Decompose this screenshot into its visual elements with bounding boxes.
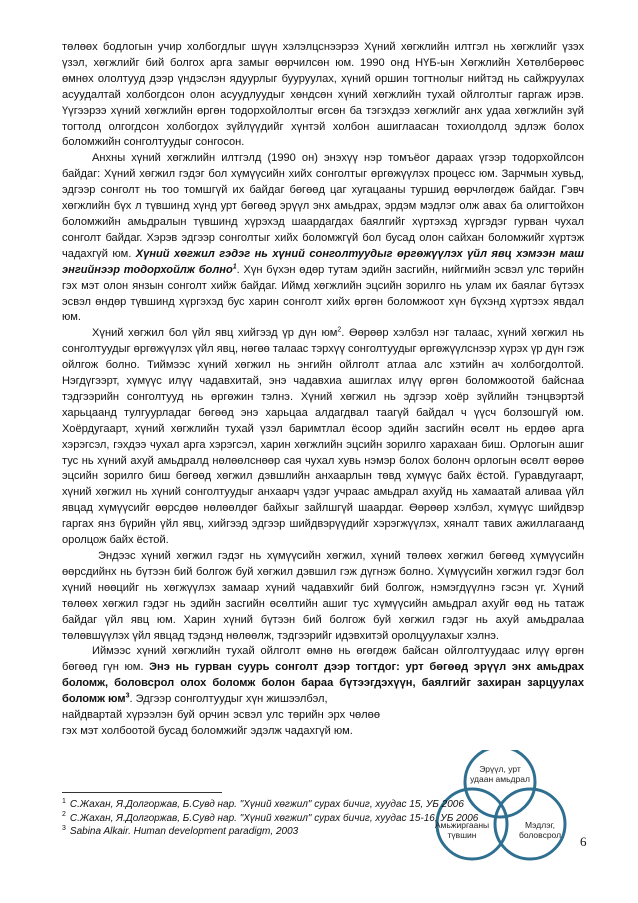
venn-label-right-2: боловсрол bbox=[518, 830, 562, 840]
footnote-number: 2 bbox=[62, 811, 66, 819]
paragraph-4: Эндээс хүний хөгжил гэдэг нь хүмүүсийн хөгжил, хүний төлөөх хөгжил бөгөөд хүмүүсийн өөрсдийнх нь бүтээн бий болгож буй хөгжил дэвшил гэж дүгнэж болно. Хүмүүсийн хөгжил гэдэг бол хүний нөөцийг нь хөгжүүлэх замаар хүний чадавхийг бий болгож, нэмэгдүүлнэ гэсэн үг. Хүний төлөөх хөгжил гэдэг нь эдийн засгийн өсөлтийн ашиг тус хүмүүсийн амьдрал ахуйг өөд нь татаж байдаг үйл явц юм. Харин хүний бүтээн бий болгож буй хөгжил гэдэг нь ахуй амьдралаа төлөвшүүлэх үйл явцад тэдэнд нөлөөлж, тэдгээрийг идэвхитэй оролцуулахыг хэлнэ. bbox=[62, 550, 584, 642]
paragraph-2 bbox=[62, 151, 584, 326]
page-number: 6 bbox=[580, 834, 587, 849]
paragraph-3-text-a: Хүний хөгжил бол үйл явц хийгээд үр дүн юм bbox=[92, 327, 338, 340]
venn-label-right-1: Мэдлэг, bbox=[524, 820, 556, 830]
paragraph-5 bbox=[62, 644, 584, 708]
footnote-ref-3: 3 bbox=[125, 692, 130, 700]
venn-label-top-2: удаан амьдрал bbox=[470, 774, 530, 784]
footnote-number: 1 bbox=[62, 797, 66, 805]
venn-label-left-1: Амьжиргааны bbox=[434, 820, 490, 830]
paragraph-2-emphasis: Хүний хөгжил гэдэг нь хүний сонголтуудыг өргөжүүлэх үйл явц хэмээн маш энгийнээр тодорхойлж болно bbox=[62, 247, 584, 276]
footnote-text: С.Жахан, Я.Долгоржав, Б.Сувд нар. "Хүний хөгжил" сурах бичиг, хуудас 15-16, УБ 2006 bbox=[69, 812, 479, 824]
footnote-text: Sabina Alkair. Human development paradigm, 2003 bbox=[69, 826, 299, 838]
paragraph-3-text-b: . Өөрөөр хэлбэл нэг талаас, хүний хөгжил нь сонголтуудыг өргөжүүлэх үйл явц, нөгөө талаас тэрхүү сонголтуудыг өргөжүүлснээр хүрэх үр дүн гэж ойлгож болно. Тиймээс хүний хөгжил нь энгийн ойлголт атлаа алс хэтийн ач холбогдолтой. Нэгдүгээрт, хүмүүс илүү чадавхитай, энэ чадавхиа ашиглах илүү өргөн боломжоотой байснаа тэдгээрийн сонголтууд нь өргөжин тэлнэ. Хүний хөгжил нь эдгээр хоёр зүйлийн тэнцвэртэй харьцаанд тулгуурладаг бөгөөд энэ харьцаа алдагдвал таагүй байдал ч үүсч болзошгүй юм. Хоёрдугаарт, хүний хөгжлийн тухай үзэл баримтлал ёсоор эдийн засгийн өсөлт нь ердөө арга хэрэгсэл, гэхдээ чухал арга хэрэгсэл, харин хөгжлийн эцсийн зорилго харахаан биш. Орлогын ашиг тус нь хүний ахуй амьдралд нөлөөлснөөр сая чухал хувь нэмэр болох болонч орлогын өсөлт өөрөө эцсийн зорилго биш бөгөөд хөгжил дэвшлийн анхаарлын төвд хүмүүс байх ёстой. Гуравдугаарт, хүний хөгжил нь хүний сонголтуудыг анхаарч үздэг учраас амьдрал ахуйд нь хамаатай аливаа үйл явцад хүмүүсийг өөрсдөө нөлөөлдөг байхыг зайлшгүй шаардаг. Өөрөөр хэлбэл, хүмүүс шийдвэр гаргах янз бүрийн үйл явц, хийгээд эдгээр шийдвэрүүдийг хэрэгжүүлэх, хяналт тавих ажиллагаанд оролцож байх ёстой. bbox=[62, 327, 584, 547]
footnote-3 bbox=[62, 825, 582, 839]
footnote-text: С.Жахан, Я.Долгоржав, Б.Сувд нар. "Хүний хөгжил" сурах бичиг, хуудас 15, УБ 2006 bbox=[69, 799, 464, 810]
body-text bbox=[62, 40, 584, 740]
footnote-ref-1: 1 bbox=[232, 263, 237, 270]
paragraph-6: найдвартай хүрээлэн буй орчин эсвэл улс төрийн эрх чөлөө гэх мэт холбоотой бусад боломжийг эдэлж чадахгүй юм. bbox=[62, 709, 380, 737]
footnote-ref-2: 2 bbox=[337, 326, 342, 334]
footnote-number: 3 bbox=[62, 824, 66, 832]
paragraph-2-text-c: . Хүн бүхэн өдөр тутам эдийн засгийн, нийгмийн эсвэл улс төрийн гэх мэт олон янзын сонголт хийж байдаг. Иймд хөгжлийн эцсийн зорилго нь улам их баялаг бүтээх эсвэл өндөр түвшинд хүргэхэд бус харин сонголт хийх өргөн боломжоот хүн бүхэнд хүртээх явдал юм. bbox=[62, 263, 584, 324]
paragraph-5-text-a: Иймээс хүний хөгжлийн тухай ойлголт өмнө нь өгөгдөж байсан ойлголтуудаас илүү өргөн бөгөөд гүн юм. bbox=[62, 645, 584, 674]
paragraph-5-emphasis: Энэ нь гурван суурь сонголт дээр тогтдог: урт бөгөөд эрүүл энх амьдрах боломж, боловсрол олох боломж болон бараа бүтээгдэхүүн, баялгийг захиран зарцуулах боломж юм bbox=[62, 661, 584, 706]
paragraph-2-text-a: Анхны хүний хөгжлийн илтгэлд (1990 он) энэхүү нэр томъёог дараах үгээр тодорхойлсон байдаг: Хүний хөгжил гэдэг бол хүмүүсийн хийх сонголтыг өргөжүүлэх процесс юм. Зарчмын хувьд, эдгээр сонголт нь тоо томшгүй их байдаг бөгөөд цаг хугацааны туршид өөрчлөгдөж байдаг. Гэвч хөгжлийн бүх л түвшинд хүнд урт бөгөөд эрүүл энх амьдрах, эрдэм мэдлэг олж авах ба олигтойхон боломжийн амьдралын түвшинд хүрэхэд шаардагдах баялгийг хүртэхэд хүргэдэг гурван чухал сонголт байдаг. Хэрэв эдгээр сонголтыг хийх боломжгүй бол бусад олон сайхан боломжийг хүртэж чадахгүй юм. bbox=[62, 152, 584, 260]
venn-label-top-1: Эрүүл, урт bbox=[479, 764, 521, 774]
footnote-1 bbox=[62, 798, 582, 812]
venn-label-left-2: түвшин bbox=[447, 830, 477, 840]
paragraph-3 bbox=[62, 326, 584, 549]
footnote-separator bbox=[62, 792, 222, 793]
paragraph-1: төлөөх бодлогын учир холбогдлыг шүүн хэлэлцснээрээ Хүний хөгжлийн илтгэл нь хөгжлийг үзэх үзэл, хөгжлийг бий болгох арга замыг өөрчилсөн юм. 1990 онд НҮБ-ын Хөгжлийн Хөтөлбөрөөс өмнөх ололтууд дээр үндэслэн ядуурлыг бууруулах, хүний оршин тогтнолыг нийтэд нь сайжруулах асуудалтай холбогдсон олон асуудлуудыг хөндсөн хүний хөгжлийн тухай ойлголтыг гаргаж ирэв. Үүгээрээ хүний хөгжлийн өргөн тодорхойлолтыг өгсөн ба тэгэхдээ хөгжлийг анх удаа хөгжлийн зүй тогтолд олгогдсон холбогдох зүйлүүдийг хүнтэй холбон ашиглаасан тохиолдолд эдлэж болох боломжийн сонголтуудыг сонгосон. bbox=[62, 41, 584, 149]
paragraph-5-text-c: . Эдгээр сонголтуудыг хүн жишээлбэл, bbox=[129, 693, 328, 706]
footnotes bbox=[62, 798, 582, 839]
footnote-2 bbox=[62, 812, 582, 826]
